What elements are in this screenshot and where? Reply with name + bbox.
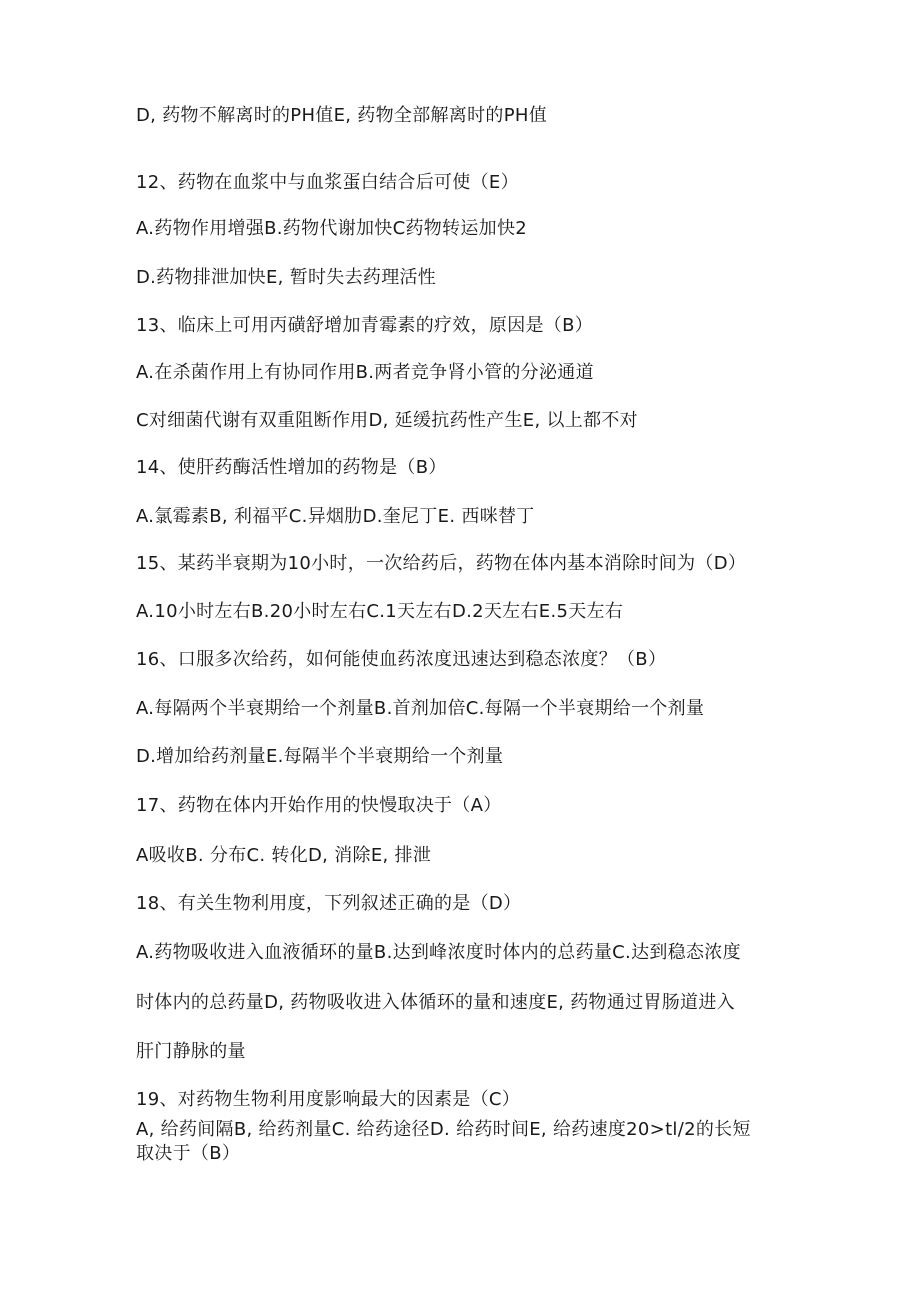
question-15: 15、某药半衰期为10小时，一次给药后，药物在体内基本消除时间为（D） bbox=[136, 553, 747, 574]
question-13-options-a-b: A.在杀菌作用上有协同作用B.两者竞争肾小管的分泌通道 bbox=[136, 362, 594, 383]
question-16-options-a-c: A.每隔两个半衰期给一个剂量B.首剂加倍C.每隔一个半衰期给一个剂量 bbox=[136, 698, 705, 719]
question-16: 16、口服多次给药，如何能使血药浓度迅速达到稳态浓度？（B） bbox=[136, 649, 667, 670]
text-line-d-ph: D, 药物不解离时的PH值E, 药物全部解离时的PH值 bbox=[136, 105, 547, 126]
question-13: 13、临床上可用丙磺舒增加青霉素的疗效，原因是（B） bbox=[136, 315, 594, 336]
question-19-options: A, 给药间隔B, 给药剂量C. 给药途径D. 给药时间E, 给药速度20>tl/2的长短 bbox=[136, 1119, 751, 1140]
question-20-tail: 取决于（B） bbox=[136, 1143, 241, 1164]
question-14: 14、使肝药酶活性增加的药物是（B） bbox=[136, 457, 447, 478]
question-17: 17、药物在体内开始作用的快慢取决于（A） bbox=[136, 795, 502, 816]
question-18-options-line-2: 时体内的总药量D, 药物吸收进入体循环的量和速度E, 药物通过胃肠道进入 bbox=[136, 992, 735, 1013]
question-15-options: A.10小时左右B.20小时左右C.1天左右D.2天左右E.5天左右 bbox=[136, 601, 624, 622]
question-19: 19、对药物生物利用度影响最大的因素是（C） bbox=[136, 1089, 521, 1110]
question-18: 18、有关生物利用度，下列叙述正确的是（D） bbox=[136, 893, 522, 914]
question-13-options-c-e: C对细菌代谢有双重阻断作用D, 延缓抗药性产生E, 以上都不对 bbox=[136, 410, 638, 431]
question-12-options-d-e: D.药物排泄加快E, 暂时失去药理活性 bbox=[136, 267, 437, 288]
question-18-options-line-1: A.药物吸收进入血液循环的量B.达到峰浓度时体内的总药量C.达到稳态浓度 bbox=[136, 942, 741, 963]
question-16-options-d-e: D.增加给药剂量E.每隔半个半衰期给一个剂量 bbox=[136, 746, 504, 767]
question-14-options: A.氯霉素B, 利福平C.异烟肋D.奎尼丁E. 西咪替丁 bbox=[136, 506, 535, 527]
question-12: 12、药物在血浆中与血浆蛋白结合后可使（E） bbox=[136, 172, 519, 193]
question-18-options-line-3: 肝门静脉的量 bbox=[136, 1041, 246, 1062]
question-17-options: A吸收B. 分布C. 转化D, 消除E, 排泄 bbox=[136, 845, 432, 866]
question-12-options-a-c: A.药物作用增强B.药物代谢加快C药物转运加快2 bbox=[136, 218, 528, 239]
